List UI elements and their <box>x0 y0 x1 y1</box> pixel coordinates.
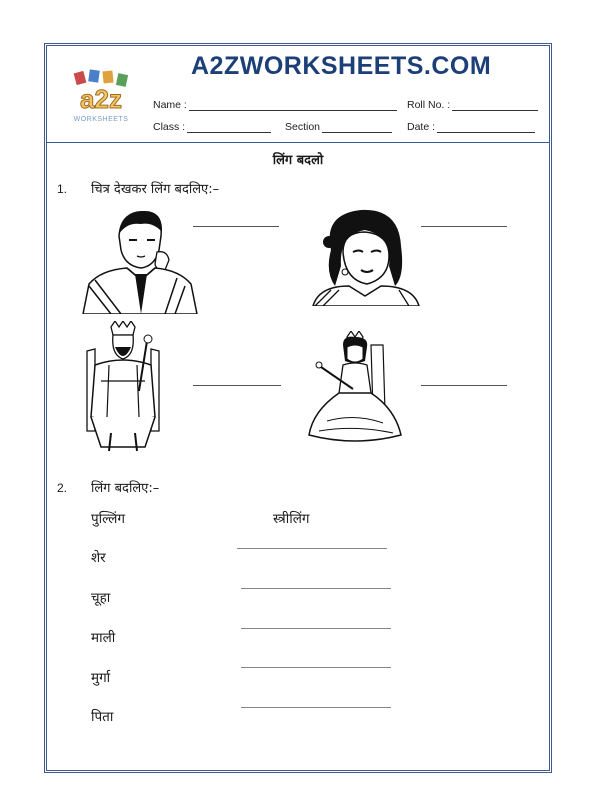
worksheet-page <box>44 43 552 773</box>
roll-label: Roll No. : <box>407 99 451 111</box>
woman-portrait-icon <box>309 206 421 306</box>
section-label: Section <box>285 121 321 133</box>
worksheet-title: लिंग बदलो <box>272 153 324 168</box>
word-blank-5[interactable] <box>241 707 391 708</box>
class-field <box>153 121 271 133</box>
answer-blank-4[interactable] <box>421 385 507 386</box>
word-item-3: माली <box>91 630 116 646</box>
word-blank-2[interactable] <box>241 588 391 589</box>
word-item-2: चूहा <box>91 590 111 606</box>
word-blank-3[interactable] <box>241 628 391 629</box>
answer-blank-3[interactable] <box>193 385 281 386</box>
name-field <box>153 99 397 111</box>
date-field <box>407 121 535 133</box>
date-label: Date : <box>407 121 436 133</box>
section-line[interactable] <box>322 122 392 133</box>
class-label: Class : <box>153 121 186 133</box>
word-blank-4[interactable] <box>241 667 391 668</box>
answer-blank-2[interactable] <box>421 226 507 227</box>
q1-number: 1. <box>57 182 68 196</box>
svg-text:a2z: a2z <box>80 84 122 114</box>
king-on-throne-icon <box>81 321 165 453</box>
q1-instruction: चित्र देखकर लिंग बदलिए:– <box>91 182 220 197</box>
header-divider <box>47 142 549 143</box>
date-line[interactable] <box>437 122 535 133</box>
word-item-1: शेर <box>91 550 106 566</box>
roll-line[interactable] <box>452 100 538 111</box>
q2-instruction: लिंग बदलिए:– <box>91 481 160 496</box>
section-field <box>285 121 392 133</box>
column-feminine: स्त्रीलिंग <box>273 511 310 527</box>
word-item-4: मुर्गा <box>91 670 111 686</box>
roll-field <box>407 99 538 111</box>
name-line[interactable] <box>189 100 397 111</box>
svg-text:WORKSHEETS: WORKSHEETS <box>73 116 129 123</box>
a2z-logo <box>61 68 141 128</box>
word-item-5: पिता <box>91 709 114 725</box>
class-line[interactable] <box>187 122 271 133</box>
q2-number: 2. <box>57 481 68 495</box>
word-blank-1[interactable] <box>237 548 387 549</box>
site-brand: A2ZWORKSHEETS.COM <box>191 52 492 80</box>
column-masculine: पुल्लिंग <box>91 511 126 527</box>
name-label: Name : <box>153 99 187 111</box>
man-with-pipe-icon <box>81 206 199 314</box>
queen-on-throne-icon <box>307 331 403 443</box>
answer-blank-1[interactable] <box>193 226 279 227</box>
